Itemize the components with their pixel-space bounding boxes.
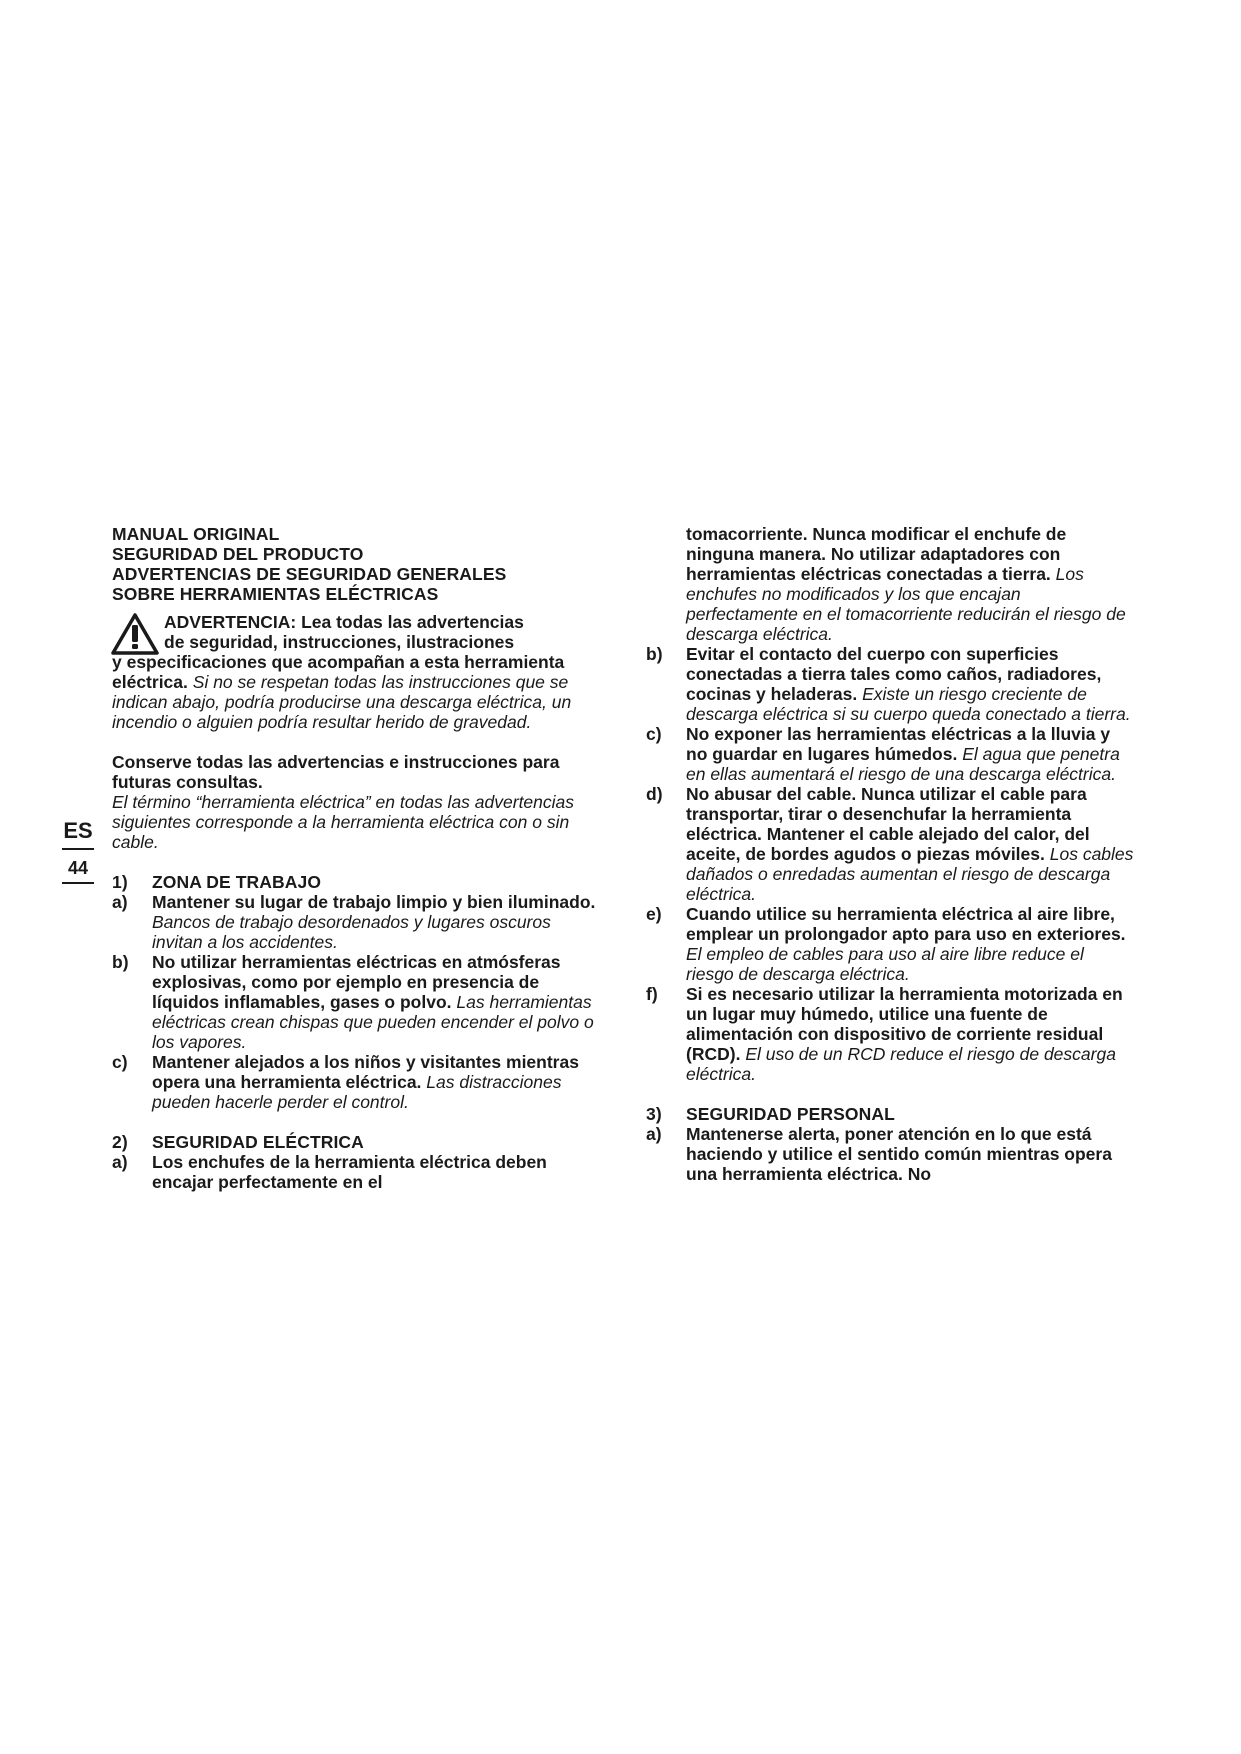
- warning-line-2: de seguridad, instrucciones, ilustraciones: [164, 632, 515, 652]
- item-label: f): [646, 984, 658, 1004]
- section-3-title: [646, 1104, 1136, 1124]
- item-label: b): [646, 644, 663, 664]
- item-italic-text: Las distracciones pueden hacerle perder el control.: [152, 1072, 562, 1112]
- continued-item: [646, 524, 1136, 644]
- page-number: 44: [67, 858, 89, 878]
- item-bold-text: Los enchufes de la herramienta eléctrica deben encajar perfectamente en el: [152, 1152, 547, 1192]
- list-item: [646, 724, 1136, 784]
- section-1-title: [112, 872, 597, 892]
- item-bold-text: Mantener su lugar de trabajo limpio y bien iluminado.: [152, 892, 596, 912]
- left-column: [112, 524, 597, 1192]
- item-italic-text: Existe un riesgo creciente de descarga eléctrica si su cuerpo queda conectado a tierra.: [686, 684, 1131, 724]
- warning-triangle-icon: [110, 612, 160, 656]
- list-item: [112, 952, 597, 1052]
- warning-line-1: ADVERTENCIA: Lea todas las advertencias: [164, 612, 524, 632]
- section-number: 1): [112, 872, 128, 892]
- item-italic-text: El agua que penetra en ellas aumentará el riesgo de una descarga eléctrica.: [686, 744, 1120, 784]
- item-italic-text: El empleo de cables para uso al aire libre reduce el riesgo de descarga eléctrica.: [686, 944, 1084, 984]
- heading-power-tools: SOBRE HERRAMIENTAS ELÉCTRICAS: [112, 584, 439, 604]
- section-number: 3): [646, 1104, 662, 1124]
- item-bold-text: Evitar el contacto del cuerpo con superficies conectadas a tierra tales como caños, radiadores, cocinas y heladeras.: [686, 644, 1102, 704]
- language-code: ES: [63, 818, 93, 843]
- list-item: [112, 1052, 597, 1112]
- heading-manual: MANUAL ORIGINAL: [112, 524, 280, 544]
- list-item: [646, 644, 1136, 724]
- section-title: SEGURIDAD ELÉCTRICA: [152, 1132, 364, 1152]
- item-bold-text: Si es necesario utilizar la herramienta motorizada en un lugar muy húmedo, utilice una fuente de alimentación con dispositivo de corriente residual (RCD).: [686, 984, 1123, 1064]
- page-side-marker: [62, 818, 94, 892]
- list-item: [646, 984, 1136, 1084]
- list-item: [112, 892, 597, 952]
- section-2-title: [112, 1132, 597, 1152]
- warning-body: [112, 652, 597, 732]
- item-italic-text: Las herramientas eléctricas crean chispas que pueden encender el polvo o los vapores.: [152, 992, 594, 1052]
- divider: [62, 848, 94, 850]
- conserve-instructions: Conserve todas las advertencias e instrucciones para futuras consultas.: [112, 752, 560, 792]
- item-bold-text: No exponer las herramientas eléctricas a la lluvia y no guardar en lugares húmedos.: [686, 724, 1111, 764]
- list-item: [646, 1124, 1136, 1184]
- item-label: e): [646, 904, 662, 924]
- item-label: a): [646, 1124, 662, 1144]
- divider: [62, 882, 94, 884]
- section-title: SEGURIDAD PERSONAL: [686, 1104, 895, 1124]
- item-italic-text: Los enchufes no modificados y los que encajan perfectamente en el tomacorriente reducirán el riesgo de descarga eléctrica.: [686, 564, 1126, 644]
- item-label: d): [646, 784, 663, 804]
- item-italic-text: El uso de un RCD reduce el riesgo de descarga eléctrica.: [686, 1044, 1116, 1084]
- item-bold-text: Mantenerse alerta, poner atención en lo que está haciendo y utilice el sentido común mientras opera una herramienta eléctrica. No: [686, 1124, 1112, 1184]
- right-column: [646, 524, 1136, 1184]
- list-item: [112, 1152, 597, 1192]
- list-item: [646, 904, 1136, 984]
- item-label: c): [112, 1052, 128, 1072]
- heading-product-safety: SEGURIDAD DEL PRODUCTO: [112, 544, 364, 564]
- item-bold-text: No abusar del cable. Nunca utilizar el cable para transportar, tirar o desenchufar la herramienta eléctrica. Mantener el cable alejado del calor, del aceite, de bordes agudos o piezas móviles.: [686, 784, 1090, 864]
- item-bold-text: Cuando utilice su herramienta eléctrica al aire libre, emplear un prolongador apto para uso en exteriores.: [686, 904, 1126, 944]
- heading-general-warnings: ADVERTENCIAS DE SEGURIDAD GENERALES: [112, 564, 507, 584]
- list-item: [646, 784, 1136, 904]
- item-bold-text: No utilizar herramientas eléctricas en atmósferas explosivas, como por ejemplo en presencia de líquidos inflamables, gases o polvo.: [152, 952, 561, 1012]
- warning-italic-text: Si no se respetan todas las instrucciones que se indican abajo, podría producirse una descarga eléctrica, un incendio o alguien podría resultar herido de gravedad.: [112, 672, 572, 732]
- section-number: 2): [112, 1132, 128, 1152]
- item-label: c): [646, 724, 662, 744]
- item-label: a): [112, 892, 128, 912]
- warning-bold-text: y especificaciones que acompañan a esta herramienta eléctrica.: [112, 652, 565, 692]
- item-bold-text: tomacorriente. Nunca modificar el enchufe de ninguna manera. No utilizar adaptadores con herramientas eléctricas conectadas a tierra.: [686, 524, 1067, 584]
- item-bold-text: Mantener alejados a los niños y visitantes mientras opera una herramienta eléctrica.: [152, 1052, 579, 1092]
- power-tool-definition: El término “herramienta eléctrica” en todas las advertencias siguientes corresponde a la herramienta eléctrica con o sin cable.: [112, 792, 575, 852]
- item-italic-text: Los cables dañados o enredadas aumentan el riesgo de descarga eléctrica.: [686, 844, 1134, 904]
- warning-block: [112, 612, 597, 732]
- section-title: ZONA DE TRABAJO: [152, 872, 322, 892]
- item-label: b): [112, 952, 129, 972]
- item-label: a): [112, 1152, 128, 1172]
- item-italic-text: Bancos de trabajo desordenados y lugares oscuros invitan a los accidentes.: [152, 912, 551, 952]
